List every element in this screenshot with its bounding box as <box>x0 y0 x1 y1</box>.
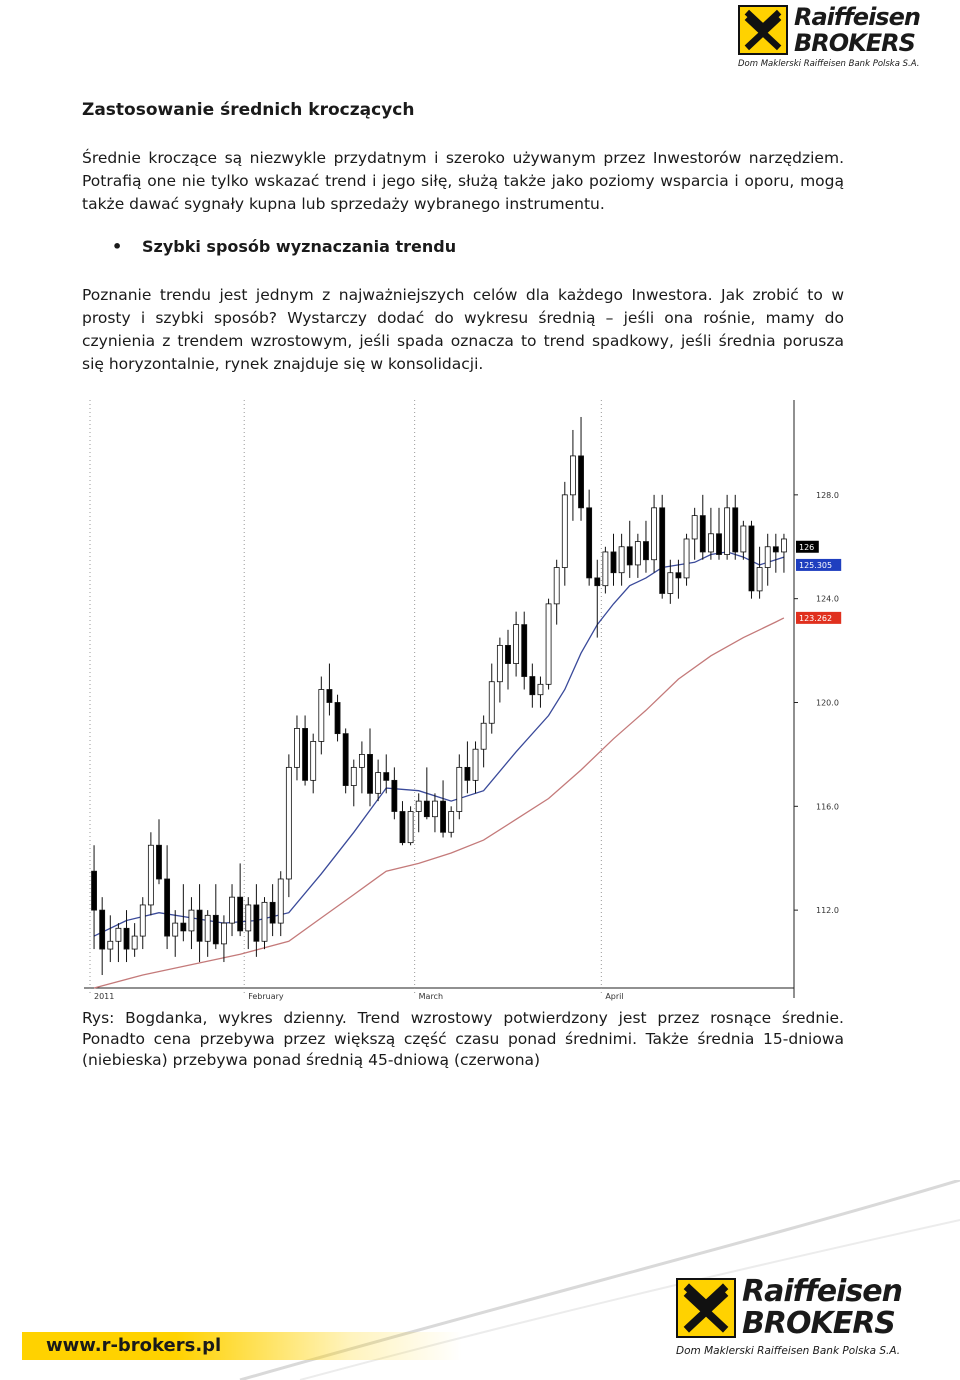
candle-body <box>465 767 470 780</box>
candle-body <box>311 741 316 780</box>
candle-body <box>319 690 324 742</box>
candle-body <box>303 728 308 780</box>
candle-body <box>327 690 332 703</box>
candle-body <box>116 928 121 941</box>
candle-body <box>570 456 575 495</box>
candle-body <box>278 879 283 923</box>
candle-body <box>708 534 713 552</box>
intro-paragraph: Średnie kroczące są niezwykle przydatnym i szeroko używanym przez Inwestorów narzędziem. Potrafią one nie tylko wskazać trend i jego siłę, służą także jako poziomy wsparcia i oporu, mogą także dawać sygnały kupna lub sprzedaży wybranego instrumentu. <box>82 149 844 213</box>
candle-body <box>335 702 340 733</box>
candle-body <box>692 516 697 539</box>
x-tick-label: April <box>605 992 624 1001</box>
candle-body <box>230 897 235 923</box>
candle-body <box>481 723 486 749</box>
y-tick-label: 124.0 <box>816 594 839 604</box>
candle-body <box>595 578 600 586</box>
page-title: Zastosowanie średnich kroczących <box>82 100 415 120</box>
footer-logo-line1: Raiffeisen <box>742 1274 902 1309</box>
candlestick-chart <box>80 400 846 1002</box>
candle-body <box>100 910 105 949</box>
candle-body <box>294 728 299 767</box>
chart-svg <box>80 400 846 1002</box>
candle-body <box>514 625 519 664</box>
candle-body <box>741 526 746 552</box>
chart-caption: Rys: Bogdanka, wykres dzienny. Trend wzrostowy potwierdzony jest przez rosnące średnie. Ponadto cena przebywa przez większą część czasu ponad średnimi. Także średnia 15-dniowa (niebieska) przebywa ponad średnią 45-dniową (czerwona) <box>82 1009 844 1069</box>
header-logo-row <box>738 4 920 56</box>
candle-body <box>660 508 665 594</box>
candle-body <box>635 542 640 565</box>
candle-body <box>173 923 178 936</box>
x-tick-label: 2011 <box>94 992 115 1001</box>
candle-body <box>449 812 454 833</box>
header-logo <box>738 4 920 69</box>
bullet-heading-text: Szybki sposób wyznaczania trendu <box>142 237 457 256</box>
candle-body <box>124 928 129 949</box>
header-logo-subtitle: Dom Maklerski Raiffeisen Bank Polska S.A. <box>738 59 920 69</box>
footer-logo-line2: BROKERS <box>742 1306 895 1341</box>
price-label-text: 126 <box>799 542 815 552</box>
candle-body <box>238 897 243 931</box>
header-logo-line2: BROKERS <box>794 29 915 57</box>
candle-body <box>205 915 210 941</box>
candle-body <box>197 910 202 941</box>
candle-body <box>148 845 153 905</box>
candle-body <box>603 552 608 586</box>
candle-body <box>156 845 161 879</box>
candle-body <box>384 773 389 781</box>
gable-cross-icon-svg <box>678 1280 734 1336</box>
candle-body <box>587 508 592 578</box>
candle-body <box>189 910 194 931</box>
candle-body <box>400 812 405 843</box>
candle-body <box>392 780 397 811</box>
footer-logo <box>676 1276 902 1357</box>
candle-body <box>424 801 429 817</box>
header-logo-words <box>794 4 920 56</box>
candle-body <box>619 547 624 573</box>
candle-body <box>246 905 251 931</box>
candle-body <box>165 879 170 936</box>
candle-body <box>221 923 226 944</box>
candle-body <box>505 645 510 663</box>
candle-body <box>432 801 437 817</box>
candle-body <box>643 542 648 560</box>
candle-body <box>213 915 218 944</box>
bullet-symbol: • <box>112 237 123 256</box>
candle-body <box>562 495 567 568</box>
candle-body <box>749 526 754 591</box>
candle-body <box>668 573 673 594</box>
footer-logo-subtitle: Dom Maklerski Raiffeisen Bank Polska S.A. <box>676 1345 901 1357</box>
candle-body <box>733 508 738 552</box>
candle-body <box>489 682 494 724</box>
gable-cross-icon-svg <box>740 7 786 53</box>
candle-body <box>522 625 527 677</box>
candle-body <box>408 812 413 843</box>
footer-url-bar <box>22 1332 462 1360</box>
candle-body <box>546 604 551 684</box>
candle-body <box>286 767 291 879</box>
candle-body <box>262 902 267 941</box>
candle-body <box>627 547 632 565</box>
candle-body <box>351 767 356 785</box>
y-tick-label: 120.0 <box>816 698 839 708</box>
candle-body <box>554 568 559 604</box>
candle-body <box>457 767 462 811</box>
header-logo-line1: Raiffeisen <box>794 3 920 31</box>
ma-fast-line <box>94 552 784 936</box>
candle-body <box>497 645 502 681</box>
candle-body <box>538 684 543 694</box>
candle-body <box>132 936 137 949</box>
trend-paragraph: Poznanie trendu jest jednym z najważniejszych celów dla każdego Inwestora. Jak zrobić to w prosty i szybki sposób? Wystarczy dodać do wykresu średnią – jeśli ona rośnie, mamy do czynienia z trendem wzrostowym, jeśli spada oznacza to trend spadkowy, jeśli średnia porusza się horyzontalnie, rynek znajduje się w konsolidacji. <box>82 286 844 373</box>
candle-body <box>765 547 770 568</box>
candle-body <box>473 749 478 780</box>
candle-body <box>416 801 421 811</box>
candle-body <box>579 456 584 508</box>
candle-body <box>652 508 657 560</box>
candle-body <box>684 539 689 578</box>
candle-body <box>254 905 259 941</box>
candle-body <box>367 754 372 793</box>
candle-body <box>725 508 730 555</box>
candle-body <box>343 734 348 786</box>
price-label-text: 125.305 <box>799 560 833 570</box>
candle-body <box>773 547 778 552</box>
x-tick-label: March <box>418 992 444 1001</box>
candle-body <box>716 534 721 555</box>
bullet-heading <box>112 237 456 256</box>
raiffeisen-gable-cross-icon <box>676 1278 736 1338</box>
footer-logo-words <box>742 1276 902 1340</box>
price-label-text: 123.262 <box>799 613 833 623</box>
candle-body <box>359 754 364 767</box>
y-tick-label: 116.0 <box>816 802 839 812</box>
candle-body <box>140 905 145 936</box>
candle-body <box>757 568 762 591</box>
candle-body <box>441 801 446 832</box>
raiffeisen-gable-cross-icon <box>738 5 788 55</box>
candle-body <box>376 773 381 794</box>
y-tick-label: 112.0 <box>816 906 839 916</box>
footer-logo-row <box>676 1276 902 1340</box>
candle-body <box>781 539 786 552</box>
x-tick-label: February <box>248 992 284 1001</box>
candle-body <box>92 871 97 910</box>
candle-body <box>270 902 275 923</box>
y-tick-label: 128.0 <box>816 490 839 500</box>
candle-body <box>676 573 681 578</box>
footer-url-link[interactable]: www.r-brokers.pl <box>46 1335 222 1356</box>
candle-body <box>530 677 535 695</box>
candle-body <box>181 923 186 931</box>
candle-body <box>611 552 616 573</box>
candle-body <box>700 516 705 552</box>
candle-body <box>108 941 113 949</box>
